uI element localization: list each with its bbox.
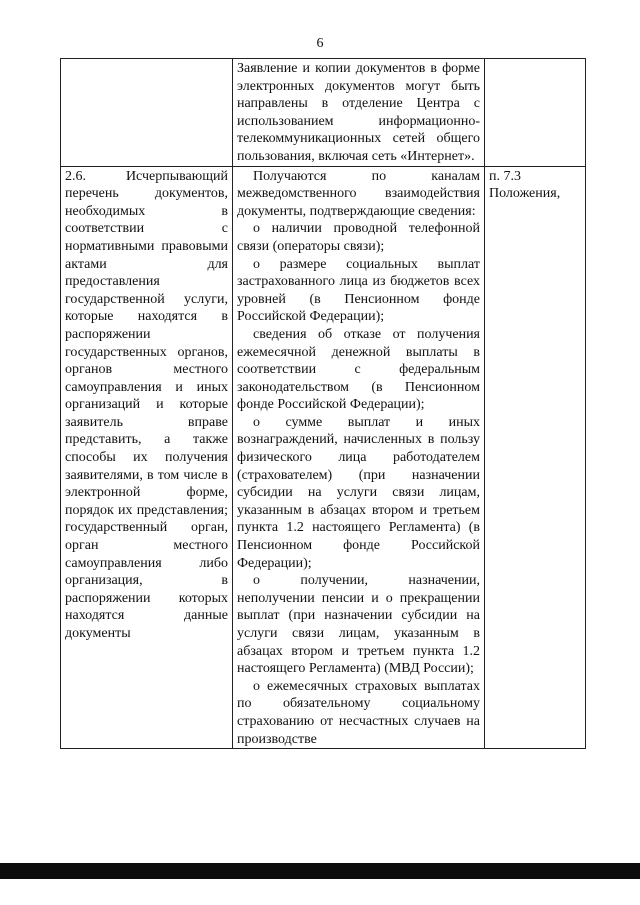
- table-row: [61, 166, 586, 749]
- table-cell: [61, 59, 233, 167]
- page-number: 6: [316, 36, 324, 51]
- table-cell: [233, 59, 485, 167]
- table-row: [61, 59, 586, 167]
- regulation-table: [60, 58, 586, 749]
- paragraph: Получаются по каналам межведомственного взаимодействия документы, подтверждающие сведения:: [237, 168, 480, 219]
- scan-edge-bar: [0, 863, 640, 879]
- table-cell: [233, 166, 485, 749]
- paragraph: сведения об отказе от получения ежемесячной денежной выплаты в соответствии с федеральным законодательством (в Пенсионном фонде Российской Федерации);: [237, 326, 480, 413]
- table-cell: [485, 59, 586, 167]
- cell-text: 2.6. Исчерпывающий перечень документов, необходимых в соответствии с нормативными правовыми актами для предоставления государственной услуги, которые находятся в распоряжении государственных органов, органов местного самоуправления и иных организаций и которые заявитель вправе представить, а также способы их получения заявителями, в том числе в электронной форме, порядок их представления; государственный орган, орган местного самоуправления либо организация, в распоряжении которых находятся данные документы: [65, 168, 228, 641]
- table-cell: [61, 166, 233, 749]
- paragraph: о ежемесячных страховых выплатах по обязательному социальному страхованию от несчастных случаев на производстве: [237, 678, 480, 747]
- paragraph: о получении, назначении, неполучении пенсии и о прекращении выплат (при назначении субсидии на услуги связи лицам, указанным в абзацах втором и третьем пункта 1.2 настоящего Регламента) (МВД России);: [237, 573, 480, 677]
- paragraph: о наличии проводной телефонной связи (операторы связи);: [237, 221, 480, 254]
- paragraph: о сумме выплат и иных вознаграждений, начисленных в пользу физического лица работодателем (страхователем) (при назначении субсидии на услуги связи лицам, указанным в абзацах втором и третьем пункта 1.2 настоящего Регламента) (в Пенсионном фонде Российской Федерации);: [237, 414, 480, 571]
- cell-text: Заявление и копии документов в форме электронных документов могут быть направлены в отделение Центра с использованием информационно-телекоммуникационных сетей общего пользования, включая сеть «Интернет».: [237, 61, 480, 164]
- paragraph: о размере социальных выплат застрахованного лица из бюджетов всех уровней (в Пенсионном фонде Российской Федерации);: [237, 256, 480, 325]
- table-cell: [485, 166, 586, 749]
- cell-text: п. 7.3 Положения,: [489, 168, 561, 202]
